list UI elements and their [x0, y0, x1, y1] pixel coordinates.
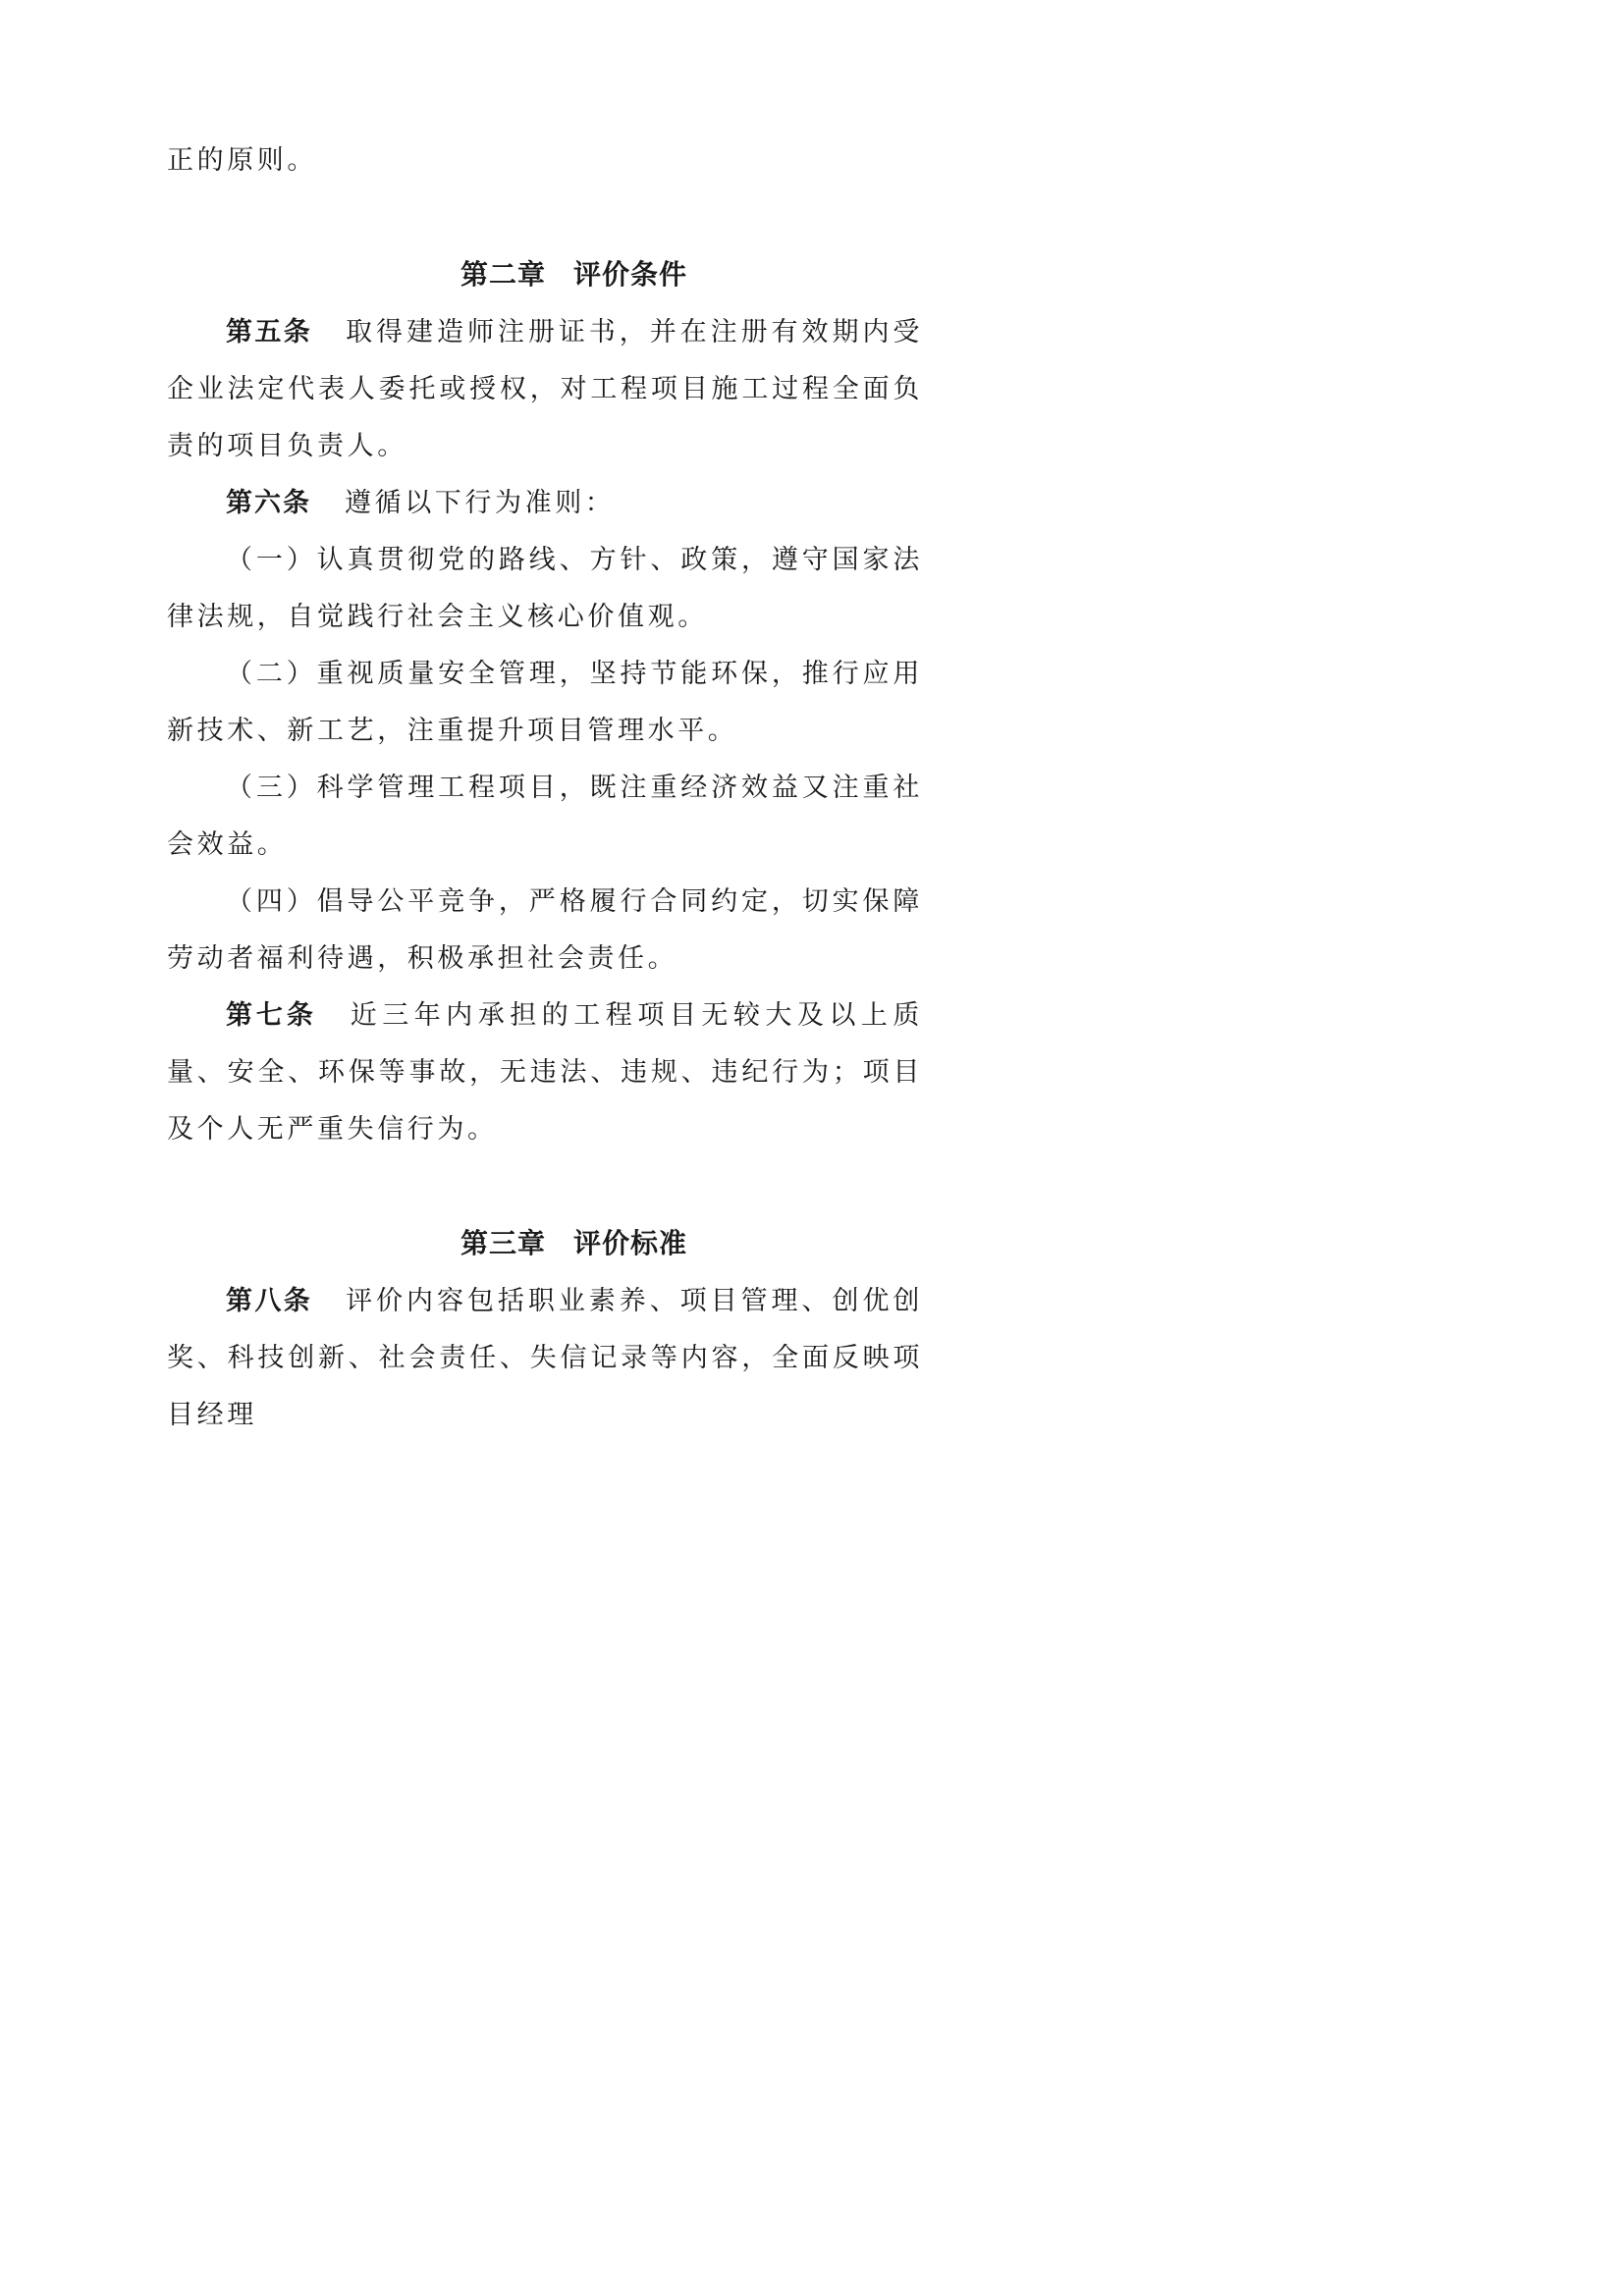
article-label: 第八条: [226, 1286, 313, 1316]
article-text: 遵循以下行为准则：: [345, 488, 616, 518]
article-8-paragraph: [167, 1273, 923, 1444]
article-text: 评价内容包括职业素养、项目管理、创优创奖、科技创新、社会责任、失信记录等内容，全面反映项目经理: [167, 1286, 924, 1430]
article-6-paragraph: [167, 475, 923, 532]
article-label: 第五条: [226, 317, 313, 347]
article-6-item-2: （二）重视质量安全管理，坚持节能环保，推行应用新技术、新工艺，注重提升项目管理水平。: [167, 659, 923, 746]
chapter-heading-2: [0, 255, 1089, 294]
document-page: [0, 0, 1089, 1539]
article-text: 近三年内承担的工程项目无较大及以上质量、安全、环保等事故，无违法、违规、违纪行为；项目及个人无严重失信行为。: [167, 1000, 923, 1145]
article-5-paragraph: [167, 304, 923, 475]
article-label: 第七条: [226, 1000, 317, 1031]
article-6-item-4: （四）倡导公平竞争，严格履行合同约定，切实保障劳动者福利待遇，积极承担社会责任。: [167, 886, 923, 974]
article-6-item-3: （三）科学管理工程项目，既注重经济效益又注重社会效益。: [167, 773, 923, 860]
chapter-heading-3: [0, 1224, 1089, 1263]
article-7-paragraph: [167, 988, 923, 1158]
article-text: 取得建造师注册证书，并在注册有效期内受企业法定代表人委托或授权，对工程项目施工过程全面负责的项目负责人。: [167, 317, 924, 461]
article-6-item-1: （一）认真贯彻党的路线、方针、政策，遵守国家法律法规，自觉践行社会主义核心价值观。: [167, 545, 923, 632]
continuation-paragraph: 正的原则。: [167, 145, 317, 176]
chapter-title: 评价标准: [573, 1227, 688, 1259]
article-label: 第六条: [226, 488, 311, 518]
chapter-title: 评价条件: [573, 258, 688, 291]
chapter-number: 第三章: [460, 1227, 546, 1259]
chapter-number: 第二章: [460, 258, 546, 291]
